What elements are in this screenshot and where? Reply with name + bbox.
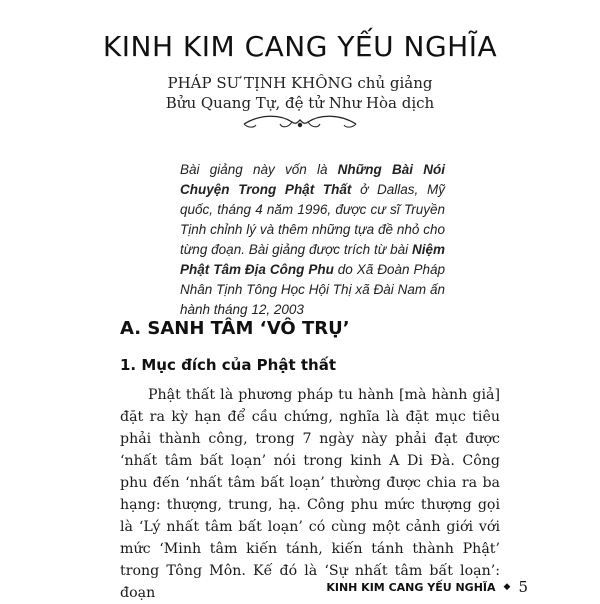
page-number: 5 — [518, 578, 528, 596]
subsection-heading: 1. Mục đích của Phật thất — [120, 356, 336, 374]
ornament-divider-icon — [240, 112, 360, 132]
lecturer-line: PHÁP SƯ TỊNH KHÔNG chủ giảng — [167, 74, 433, 92]
diamond-icon: ◆ — [503, 582, 511, 592]
running-title: KINH KIM CANG YẾU NGHĨA — [326, 580, 496, 594]
intro-text-3: do Xã Đoàn Pháp Nhân Tịnh Tông Học Hội Thị xã Đài Nam ấn hành tháng 12, 2003 — [180, 262, 445, 317]
intro-text-1: Bài giảng này vốn là — [180, 162, 338, 177]
intro-note — [180, 160, 445, 320]
intro-bold-2: Niệm Phật Tâm Địa Công Phu — [180, 242, 445, 277]
section-heading: A. SANH TÂM ‘VÔ TRỤ’ — [120, 318, 350, 339]
intro-text-2: ở Dallas, Mỹ quốc, tháng 4 năm 1996, được cư sĩ Truyền Tịnh chỉnh lý và thêm những tựa đề nhỏ cho từng đoạn. Bài giảng được trích từ bài — [180, 182, 445, 257]
page-footer — [326, 578, 528, 596]
translator-line: Bửu Quang Tự, đệ tử Như Hòa dịch — [165, 94, 435, 112]
body-text — [120, 384, 500, 604]
intro-bold-1: Những Bài Nói Chuyện Trong Phật Thất — [180, 162, 445, 197]
page-title: KINH KIM CANG YẾU NGHĨA — [102, 30, 498, 63]
body-paragraph: Phật thất là phương pháp tu hành [mà hành giả] đặt ra kỳ hạn để cầu chứng, nghĩa là đặt mục tiêu phải thành công, trong 7 ngày này phải đạt được ‘nhất tâm bất loạn’ nói trong kinh A Di Đà. Công phu đến ‘nhất tâm bất loạn’ thường được chia ra ba hạng: thượng, trung, hạ. Công phu mức thượng gọi là ‘Lý nhất tâm bất loạn’ có cùng một cảnh giới với mức ‘Minh tâm kiến tánh, kiến tánh thành Phật’ trong Tông Môn. Kế đó là ‘Sự nhất tâm bất loạn’: đoạn — [120, 387, 500, 601]
